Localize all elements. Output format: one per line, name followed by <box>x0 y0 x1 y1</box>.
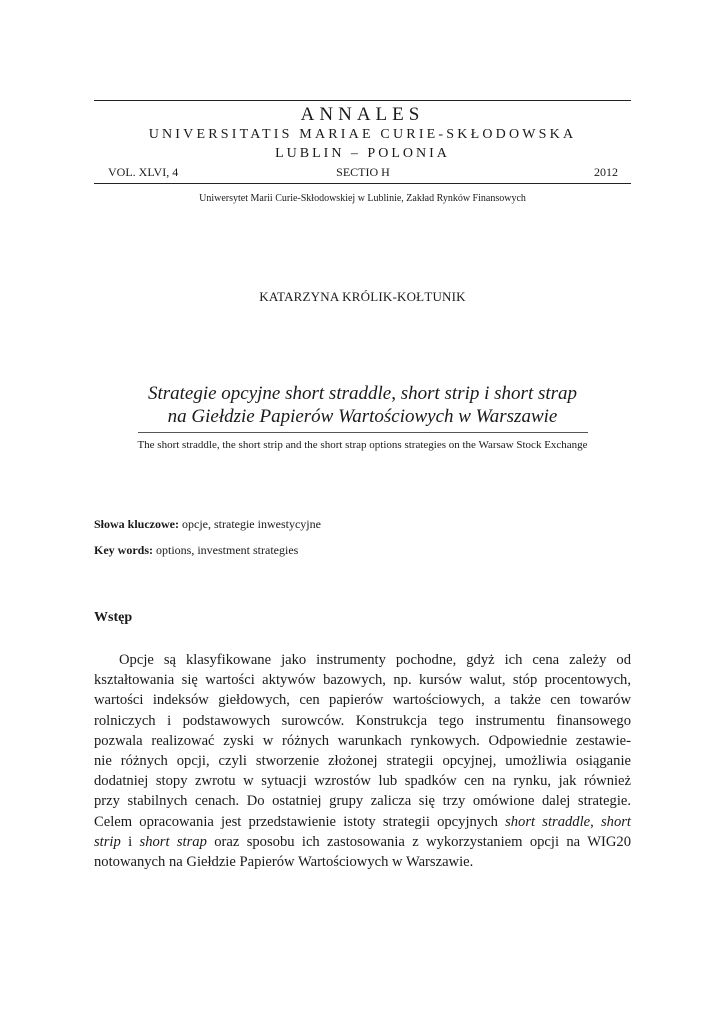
article-title-english: The short straddle, the short strip and the short strap options strategies on the Warsaw Stock Exchange <box>137 439 588 451</box>
masthead-bottom-rule <box>94 183 631 184</box>
keywords-english <box>94 543 631 558</box>
keywords-english-label: Key words: <box>94 543 153 557</box>
paragraph-line <box>94 832 631 852</box>
italic-term: short straddle <box>505 813 591 830</box>
author-affiliation: Uniwersytet Marii Curie-Skłodowskiej w Lublinie, Zakład Rynków Finansowych <box>199 193 526 204</box>
text-run: i <box>120 833 140 850</box>
paragraph-line: rolniczych i podstawowych surowców. Konstrukcja tego instrumentu finansowego <box>94 712 631 729</box>
text-run: oraz sposobu ich zastosowania z wykorzystaniem opcji na WIG20 <box>206 833 631 850</box>
journal-name-university: UNIVERSITATIS MARIAE CURIE-SKŁODOWSKA <box>148 127 577 142</box>
italic-term: strip <box>94 833 121 850</box>
title-divider <box>138 432 588 433</box>
text-run: Celem opracowania jest przedstawienie istoty strategii opcyjnych <box>94 813 506 830</box>
author-name: KATARZYNA KRÓLIK-KOŁTUNIK <box>259 289 466 304</box>
journal-location: LUBLIN – POLONIA <box>275 146 450 161</box>
italic-term: short <box>600 813 631 830</box>
paragraph-line: kształtowania się wartości aktywów bazowych, np. kursów walut, stóp procentowych, <box>94 672 631 689</box>
paragraph-line: przy stabilnych cenach. Do ostatniej grupy zalicza się trzy omówione dalej strategie. <box>94 793 631 810</box>
paragraph-line: wartości indeksów giełdowych, cen papierów wartościowych, a także cen towarów <box>94 692 631 709</box>
paragraph-line: Opcje są klasyfikowane jako instrumenty pochodne, gdyż ich cena zależy od <box>119 652 631 668</box>
journal-name-annales: ANNALES <box>300 104 425 125</box>
publication-year: 2012 <box>594 165 618 179</box>
italic-term: short strap <box>139 833 207 850</box>
keywords-polish-value: opcje, strategie inwestycyjne <box>179 517 321 531</box>
paragraph-line: dodatniej stopy zwrotu w sytuacji wzrostów lub spadków cen na rynku, jak również <box>94 773 631 790</box>
article-title-line-2: na Giełdzie Papierów Wartościowych w Warszawie <box>167 406 558 427</box>
masthead-top-rule <box>94 100 631 101</box>
volume-number: VOL. XLVI, 4 <box>108 165 179 179</box>
paragraph-line <box>94 812 631 832</box>
keywords-english-value: options, investment strategies <box>153 543 299 557</box>
introduction-paragraph <box>94 650 631 872</box>
text-run: , <box>590 813 601 830</box>
sectio-label: SECTIO H <box>336 165 390 179</box>
article-title-line-1: Strategie opcyjne short straddle, short strip i short strap <box>147 383 578 404</box>
keywords-polish <box>94 517 631 532</box>
keywords-polish-label: Słowa kluczowe: <box>94 517 179 531</box>
section-heading: Wstęp <box>94 610 133 625</box>
paragraph-line: notowanych na Giełdzie Papierów Wartościowych w Warszawie. <box>94 854 474 871</box>
paragraph-line: pozwala realizować zyski w różnych warunkach rynkowych. Odpowiednie zestawie- <box>94 732 631 749</box>
paragraph-line: nie różnych opcji, czyli stworzenie złożonej strategii opcyjnej, umożliwia osiąganie <box>94 753 631 770</box>
